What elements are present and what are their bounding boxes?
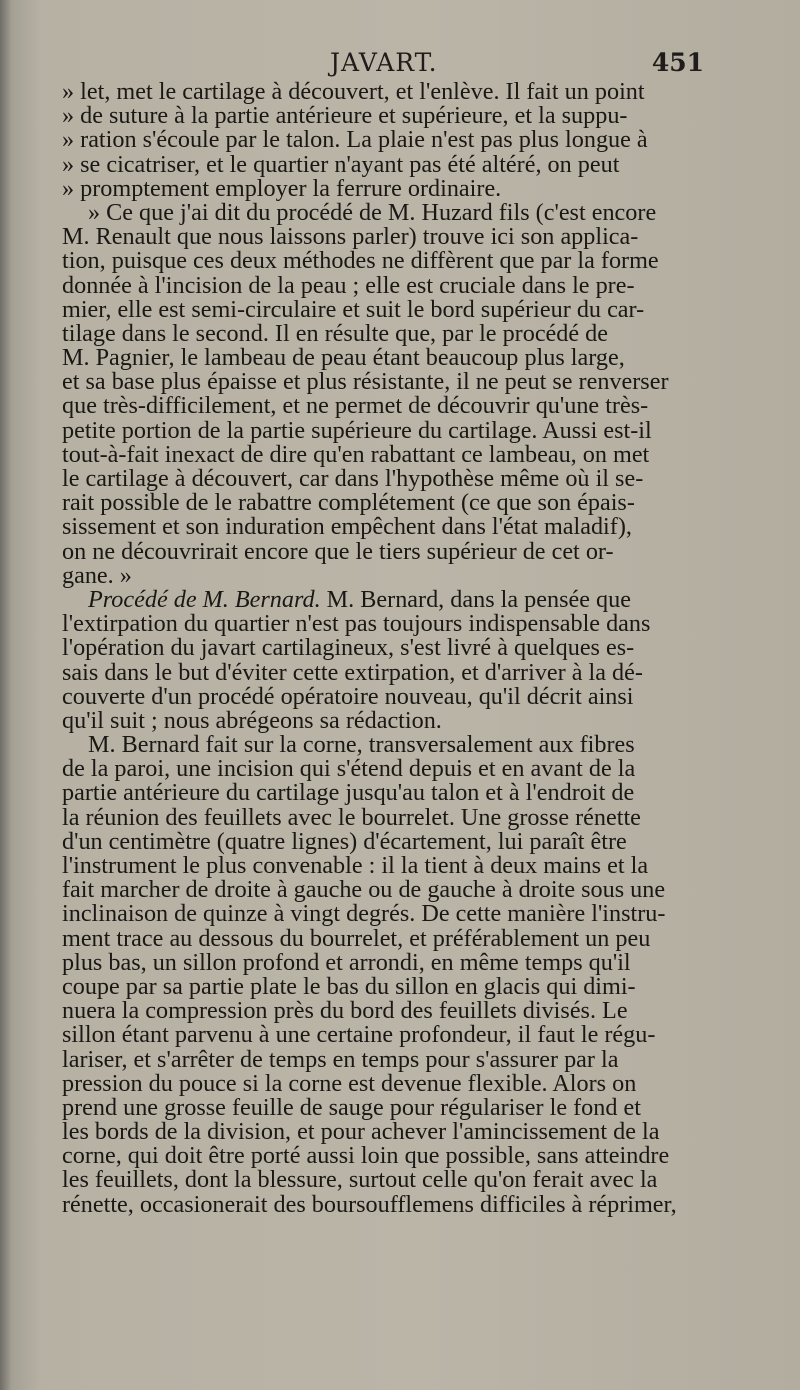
text-line: rénette, occasionerait des boursoufflemens difficiles à réprimer, [62, 1192, 677, 1217]
text-line: coupe par sa partie plate le bas du sillon en glacis qui dimi- [62, 974, 636, 1000]
text-line: sillon étant parvenu à une certaine profondeur, il faut le régu- [62, 1023, 656, 1048]
text-line: nuera la compression près du bord des feuillets divisés. Le [62, 999, 628, 1024]
text-line: partie antérieure du cartilage jusqu'au talon et à l'endroit de [62, 781, 635, 806]
text-line: et sa base plus épaisse et plus résistante, il ne peut se renverser [62, 370, 669, 395]
text-line: gane. » [62, 563, 132, 588]
text-line: » de suture à la partie antérieure et supérieure, et la suppu- [62, 104, 628, 129]
text-line: sais dans le but d'éviter cette extirpation, et d'arriver à la dé- [62, 660, 643, 685]
page-spine-shadow [0, 0, 10, 1390]
page-header [62, 38, 710, 78]
text-line: les bords de la division, et pour achever l'amincissement de la [62, 1120, 660, 1145]
text-line: plus bas, un sillon profond et arrondi, en même temps qu'il [62, 950, 631, 975]
text-line: prend une grosse feuille de sauge pour régulariser le fond et [62, 1095, 641, 1121]
text-line: mier, elle est semi-circulaire et suit le bord supérieur du car- [62, 297, 645, 322]
text-line: la réunion des feuillets avec le bourrelet. Une grosse rénette [62, 805, 641, 830]
text-line: l'opération du javart cartilagineux, s'est livré à quelques es- [62, 636, 635, 661]
text-line-rest: M. Bernard, dans la pensée que [326, 587, 631, 613]
text-line: qu'il suit ; nous abrégeons sa rédaction. [62, 708, 442, 734]
text-line: inclinaison de quinze à vingt degrés. De cette manière l'instru- [62, 902, 666, 927]
text-line-with-italic-lead [62, 588, 710, 612]
text-line: couverte d'un procédé opératoire nouveau, qu'il décrit ainsi [62, 684, 634, 709]
text-line: » Ce que j'ai dit du procédé de M. Huzard fils (c'est encore [88, 200, 657, 226]
text-line: d'un centimètre (quatre lignes) d'écartement, lui paraît être [62, 829, 627, 854]
text-line: pression du pouce si la corne est devenue flexible. Alors on [62, 1071, 637, 1096]
body-text [62, 80, 710, 1217]
text-line: tout-à-fait inexact de dire qu'en rabattant ce lambeau, on met [62, 442, 650, 467]
text-line: petite portion de la partie supérieure du cartilage. Aussi est-il [62, 418, 652, 443]
text-line: ment trace au dessous du bourrelet, et préférablement un peu [62, 926, 651, 951]
text-line: tion, puisque ces deux méthodes ne diffèrent que par la forme [62, 249, 659, 274]
italic-section-heading: Procédé de M. Bernard. [88, 587, 321, 613]
text-line: sissement et son induration empêchent dans l'état maladif), [62, 515, 632, 540]
text-line: tilage dans le second. Il en résulte que, par le procédé de [62, 321, 609, 347]
text-line: lariser, et s'arrêter de temps en temps pour s'assurer par la [62, 1047, 619, 1072]
text-line: fait marcher de droite à gauche ou de gauche à droite sous une [62, 878, 666, 903]
text-line: l'instrument le plus convenable : il la tient à deux mains et la [62, 854, 649, 879]
text-line: donnée à l'incision de la peau ; elle est cruciale dans le pre- [62, 273, 635, 298]
text-line: M. Pagnier, le lambeau de peau étant beaucoup plus large, [62, 346, 625, 371]
text-line: l'extirpation du quartier n'est pas toujours indispensable dans [62, 612, 651, 637]
text-line: corne, qui doit être porté aussi loin que possible, sans atteindre [62, 1144, 670, 1169]
text-line: les feuillets, dont la blessure, surtout celle qu'on ferait avec la [62, 1168, 658, 1193]
text-line: » promptement employer la ferrure ordinaire. [62, 176, 502, 201]
text-line: que très-difficilement, et ne permet de découvrir qu'une très- [62, 394, 649, 419]
text-line: le cartilage à découvert, car dans l'hypothèse même où il se- [62, 467, 644, 492]
text-line: » ration s'écoule par le talon. La plaie n'est pas plus longue à [62, 128, 648, 153]
page-number: 451 [651, 48, 704, 77]
running-title: JAVART. [330, 48, 438, 77]
text-line: » let, met le cartilage à découvert, et l'enlève. Il fait un point [62, 80, 645, 105]
text-line: rait possible de le rabattre complétement (ce que son épais- [62, 491, 635, 516]
text-line: de la paroi, une incision qui s'étend depuis et en avant de la [62, 757, 636, 782]
text-line: M. Bernard fait sur la corne, transversalement aux fibres [88, 733, 635, 758]
text-line: M. Renault que nous laissons parler) trouve ici son applica- [62, 225, 639, 250]
text-line: » se cicatriser, et le quartier n'ayant pas été altéré, on peut [62, 152, 620, 177]
text-line: on ne découvrirait encore que le tiers supérieur de cet or- [62, 539, 614, 564]
